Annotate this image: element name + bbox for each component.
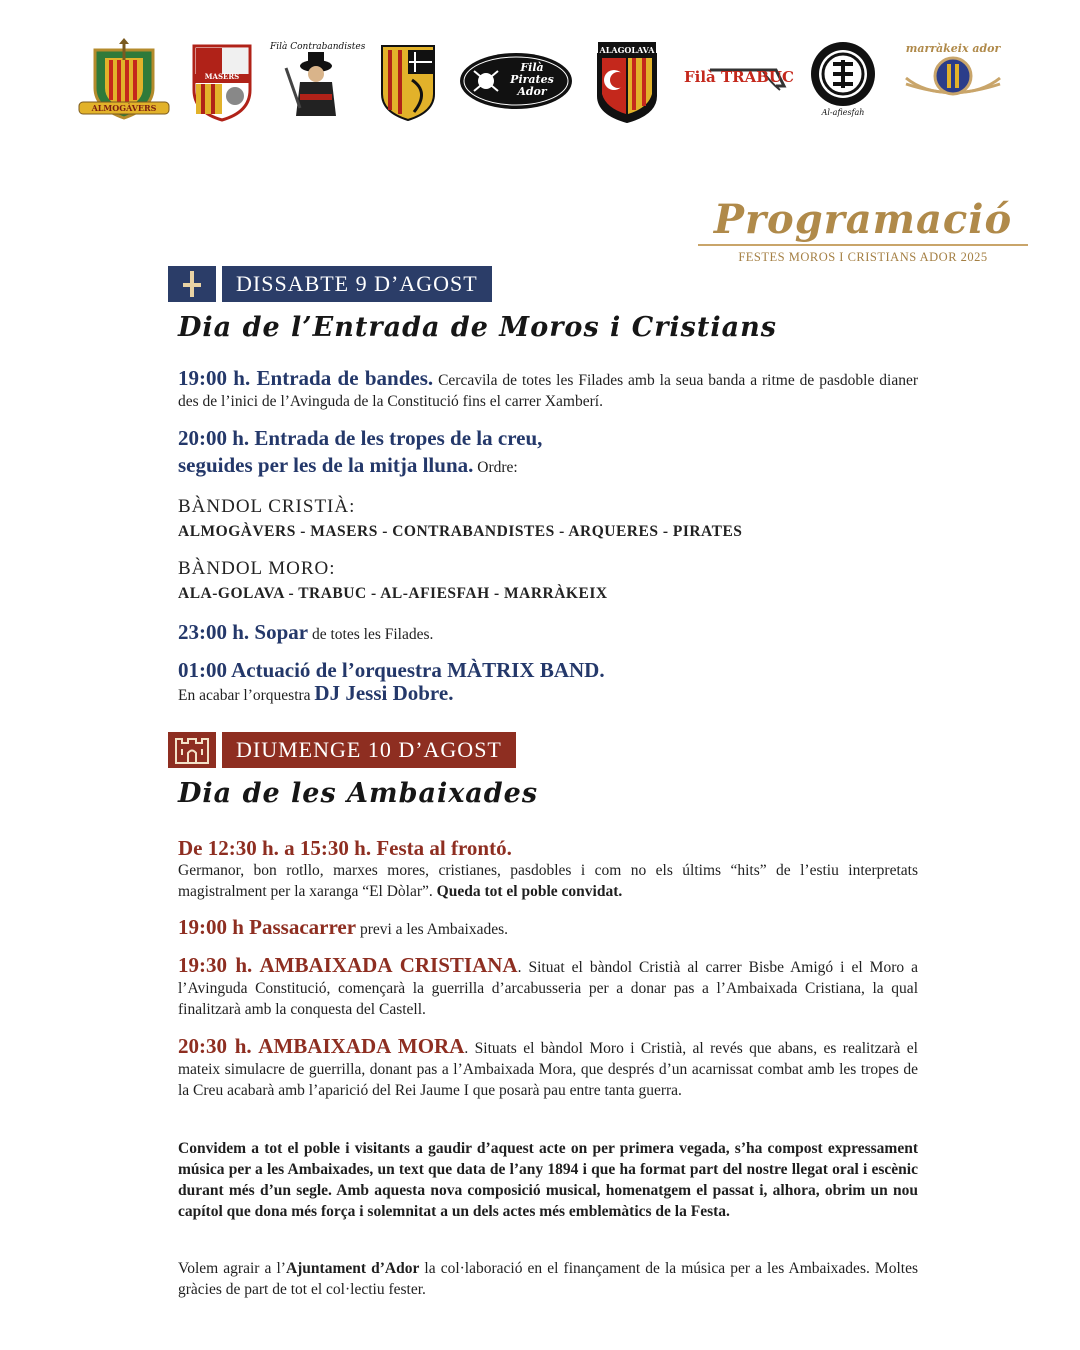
marrakeix-logo [898,38,1008,124]
bandol-moro-label: BÀNDOL MORO: [178,558,336,579]
day2-event-ambaixada-cristiana [178,955,918,1020]
bandol-cristia-label: BÀNDOL CRISTIÀ: [178,496,356,517]
day1-header [168,266,492,302]
castle-icon [168,732,216,768]
al-afiesfah-logo-text: Al-afiesfah [821,108,865,117]
thanks-paragraph [178,1258,918,1300]
contrabandistes-logo [270,38,366,124]
event-time-line2: seguides per les de la mitja lluna. [178,453,474,477]
day2-event-fronto [178,836,918,902]
day1-event-entrada-tropes [178,425,918,481]
event-description: de totes les Filades. [311,626,434,643]
event-description: Cercavila de totes les Filades amb la seua banda a ritme de pasdoble dianer des de l’inici de l’Avinguda de la Constitució fins el carrer Xamberí. [178,372,918,410]
event-time: 19:30 h. AMBAIXADA CRISTIANA [178,953,518,977]
trabuc-logo [680,38,794,124]
event-description: . Situat el bàndol Cristià al carrer Bisbe Amigó i el Moro a l’Avinguda Constitució, començarà la guerrilla d’arcabusseria per a donar pas a l’Ambaixada Cristiana, la qual finalitzarà amb la conquesta del Castell. [178,959,918,1018]
day1-event-orquestra [178,658,918,706]
trabuc-logo-text: Filà TRABUC [684,68,794,86]
event-highlight: Queda tot el poble convidat. [436,883,623,900]
event-time: 19:00 h Passacarrer [178,915,357,939]
almogavers-logo-text: ALMOGÀVERS [91,103,157,113]
pirates-logo-text: Filà Pirates Ador [510,61,554,98]
bandol-cristia-list: ALMOGÀVERS - MASERS - CONTRABANDISTES - ARQUERES - PIRATES [178,523,743,540]
day2-label: DIUMENGE 10 D’AGOST [222,732,516,768]
dj-name: DJ Jessi Dobre [314,681,449,705]
dj-end: . [448,681,454,705]
thanks-post: la col·laboració en el finançament de la música per a les Ambaixades. Moltes gràcies de part de tot el col·lectiu fester. [178,1260,918,1298]
thanks-ajuntament: Ajuntament d’Ador [285,1260,420,1277]
event-time: 19:00 h. Entrada de bandes. [178,366,434,390]
alagolava-logo [594,38,660,124]
event-time: 20:30 h. AMBAIXADA MORA [178,1034,465,1058]
event-time: 01:00 Actuació de l’orquestra MÀTRIX BAND. [178,658,605,682]
contrabandistes-logo-text: Filà Contrabandistes [270,42,366,52]
bandol-cristia [178,496,918,542]
arqueres-logo [378,38,438,124]
al-afiesfah-logo [806,38,880,124]
day1-title: Dia de l’Entrada de Moros i Cristians [178,312,777,343]
day2-event-ambaixada-mora [178,1036,918,1101]
sword-icon [168,266,216,302]
event-description: . Situats el bàndol Moro i Cristià, al revés que abans, es realitzarà el mateix simulacre de guerrilla, donant pas a l’Ambaixada Mora, que després d’un acarnissat combat amb les tropes de la Creu acabarà amb l’aparició del Rei Jaume I que posarà pau entre tanta guerra. [178,1040,918,1099]
page-title: Programació [713,196,1013,243]
page-subtitle: FESTES MOROS I CRISTIANS ADOR 2025 [738,250,988,264]
day2-header [168,732,516,768]
day1-event-entrada-bandes [178,368,918,412]
almogavers-logo [75,38,173,124]
day1-label: DISSABTE 9 D’AGOST [222,266,492,302]
event-time-line1: 20:00 h. Entrada de les tropes de la creu, [178,426,543,450]
day2-event-passacarrer [178,917,918,940]
pirates-logo [458,38,574,124]
marrakeix-logo-text: marràkeix ador [905,42,1001,55]
event-time: 23:00 h. Sopar [178,620,309,644]
day1-event-sopar [178,622,918,645]
masers-logo [190,38,254,124]
title-underline [698,244,1028,246]
event-description: Germanor, bon rotllo, marxes mores, cristianes, pasdobles i com no els últims “hits” de l’estiu interpretats magistralment per la xaranga “El Dòlar”. [178,862,918,900]
masers-logo-text: MASERS [204,72,240,81]
event-description: Ordre: [477,459,518,476]
day2-title: Dia de les Ambaixades [178,778,539,809]
filades-logo-strip [70,38,1020,128]
event-description: previ a les Ambaixades. [359,921,509,938]
programacio-header [698,196,1028,265]
invitation-paragraph: Convidem a tot el poble i visitants a gaudir d’aquest acte on per primera vegada, s’ha compost expressament música per a les Ambaixades, un text que data de l’any 1894 i que ha format part del nostre llegat oral i escènic durant més d’un segle. Amb aquesta nova composició musical, homenatgem el passat i, alhora, obrim un nou capítol que dona més força i solemnitat a un dels actes més emblemàtics de la Festa. [178,1140,918,1220]
thanks-pre: Volem agrair a l’ [178,1260,286,1277]
event-time: De 12:30 h. a 15:30 h. Festa al frontó. [178,836,512,860]
alagolava-logo-text: ALAGOLAVA [599,45,655,55]
bandol-moro-list: ALA-GOLAVA - TRABUC - AL-AFIESFAH - MARRÀKEIX [178,585,608,602]
bandol-moro [178,558,918,604]
event-description: En acabar l’orquestra [178,687,311,704]
